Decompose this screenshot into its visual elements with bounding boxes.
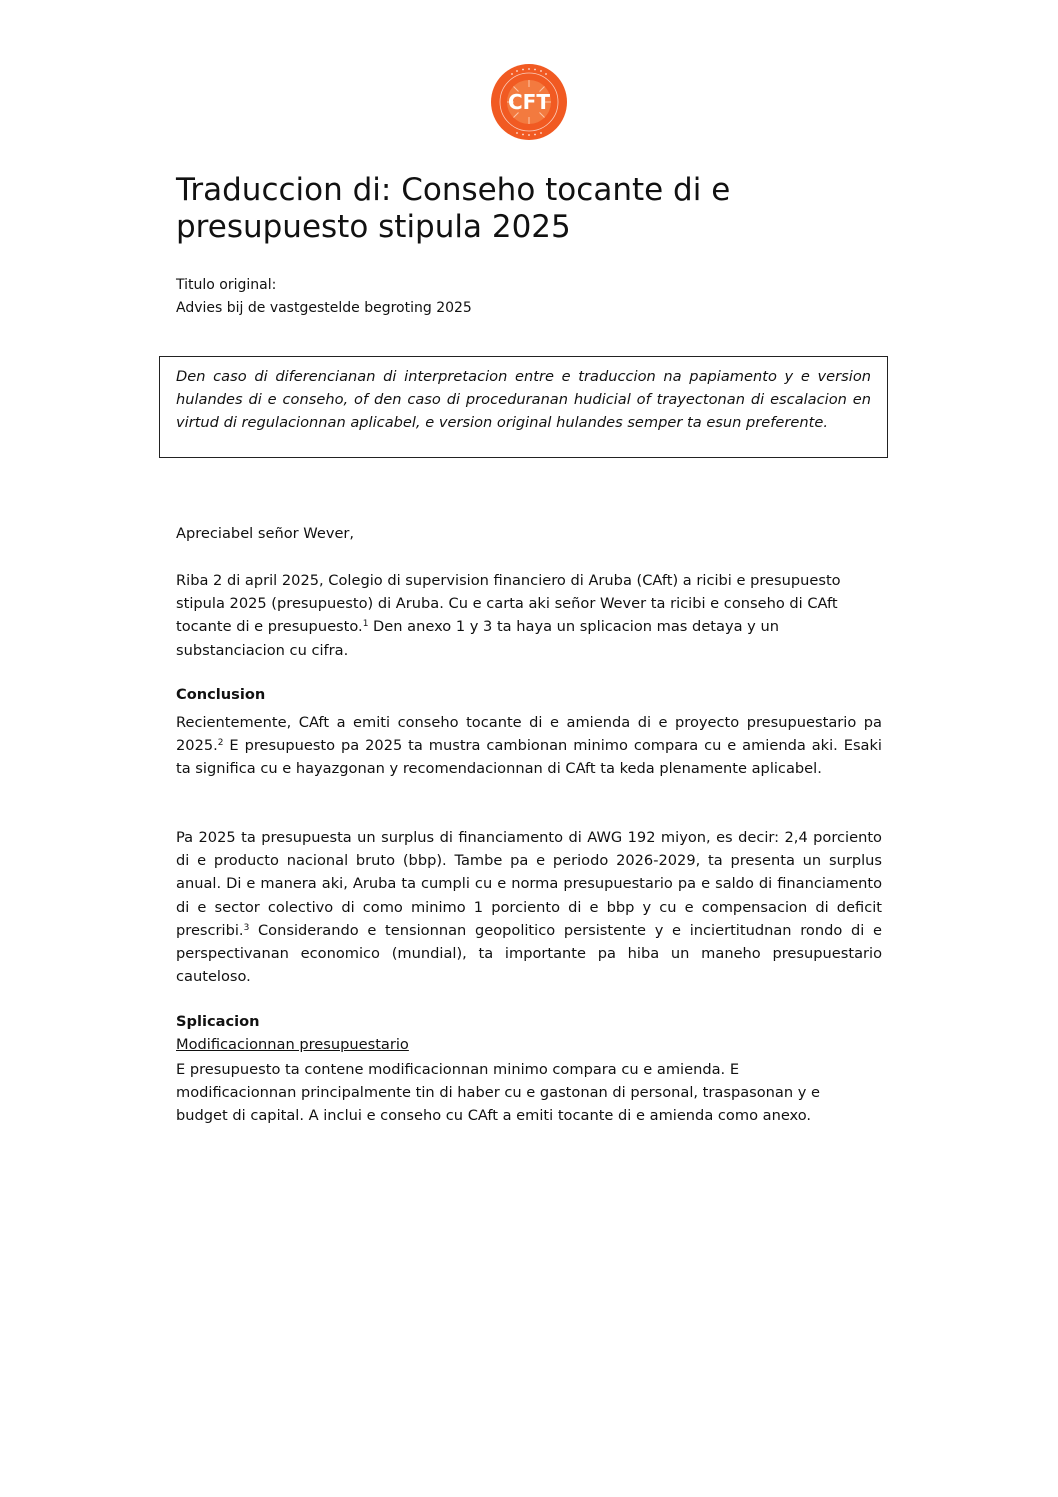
splicacion-line-1: E presupuesto ta contene modificacionnan minimo compara cu e amienda. E [176,1061,740,1078]
cft-logo-icon [490,63,568,141]
splicacion-line-2: modificacionnan principalmente tin di haber cu e gastonan di personal, traspasonan y e [176,1084,821,1102]
footnote-ref-2: 2 [217,738,224,749]
original-title-label: Titulo original: [176,277,277,293]
conclusion-p2-text-2: Considerando e tensionnan geopolitico persistente y e inciertitudnan rondo di e perspectivanan economico (mundial), ta importante pa hiba un maneho presupuestario cauteloso. [176,921,882,986]
original-title-value: Advies bij de vastgestelde begroting 2025 [176,300,472,316]
conclusion-paragraph-1 [176,711,882,781]
conclusion-p2-text-1: Pa 2025 ta presupuesta un surplus di financiamento di AWG 192 miyon, es decir: 2,4 porciento di e producto nacional bruto (bbp). Tambe pa e periodo 2026-2029, ta presenta un surplus anual. Di e manera aki, Aruba ta cumpli cu e norma presupuestario pa e saldo di financiamento di e sector colectivo di como minimo 1 porciento di e bbp y cu e compensacion di deficit prescribi. [176,829,882,939]
intro-text-1: Riba 2 di april 2025, Colegio di supervision financiero di Aruba (CAft) a ricibi e presupuesto stipula 2025 (presupuesto) di Aruba. Cu e carta aki señor Wever ta ricibi e conseho di CAft tocante di e presupuesto. [176,572,841,636]
conclusion-p1-text-1: Recientemente, CAft a emiti conseho tocante di e amienda di e proyecto presupuestario pa 2025. [176,714,882,755]
splicacion-heading: Splicacion [176,1013,260,1030]
splicacion-paragraph [176,1058,882,1128]
conclusion-p1-text-2: E presupuesto pa 2025 ta mustra cambionan minimo compara cu e amienda aki. Esaki ta significa cu e hayazgonan y recomendacionnan di CAft ta keda plenamente aplicabel. [176,737,882,778]
intro-paragraph [176,569,888,662]
salutation: Apreciabel señor Wever, [176,525,355,542]
modificacionnan-subheading: Modificacionnan presupuestario [176,1036,409,1053]
disclaimer-box: Den caso di diferencianan di interpretacion entre e traduccion na papiamento y e version hulandes di e conseho, of den caso di proceduranan hudicial of trayectonan di escalacion en virtud di regulacionnan aplicabel, e version original hulandes semper ta esun preferente. [159,356,888,458]
splicacion-line-3: budget di capital. A inclui e conseho cu CAft a emiti tocante di e amienda como anexo. [176,1107,812,1125]
footnote-ref-3: 3 [243,922,250,933]
footnote-ref-1: 1 [362,619,369,630]
svg-text:CFT: CFT [508,90,550,114]
conclusion-heading: Conclusion [176,686,266,703]
original-title-block [176,274,472,320]
document-title: Traduccion di: Conseho tocante di e presupuesto stipula 2025 [176,172,731,245]
conclusion-paragraph-2 [176,826,882,988]
cft-logo [490,63,568,141]
intro-text-2: Den anexo 1 y 3 ta haya un splicacion mas detaya y un substanciacion cu cifra. [176,618,779,659]
